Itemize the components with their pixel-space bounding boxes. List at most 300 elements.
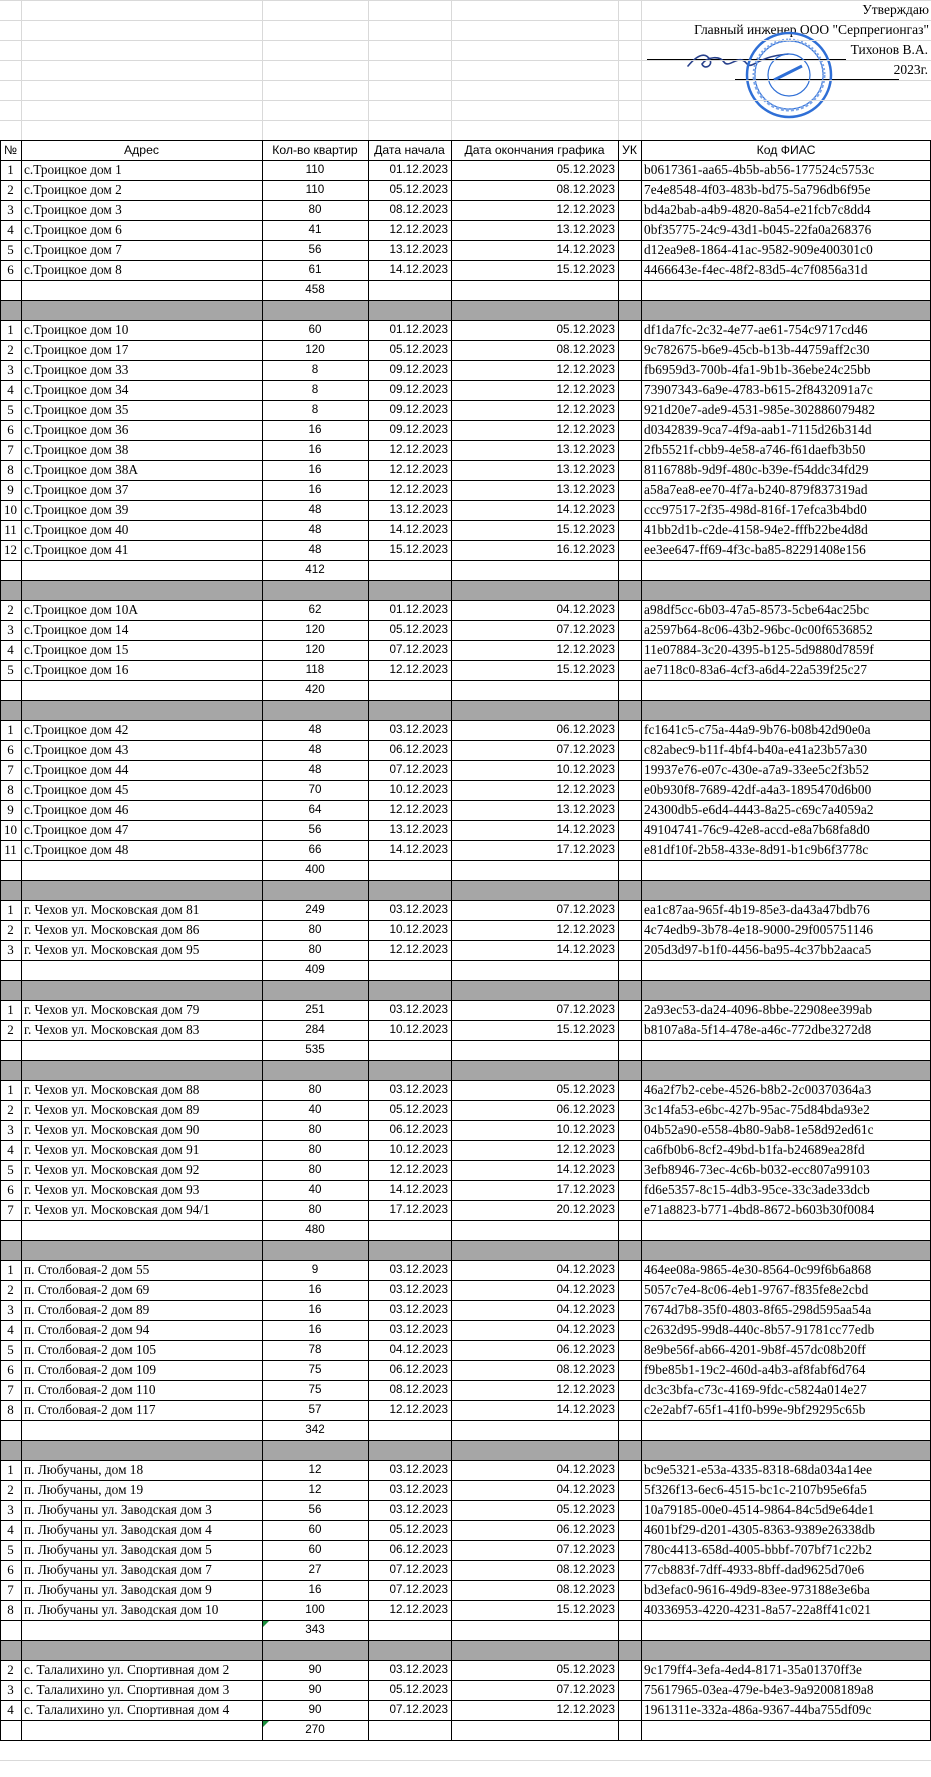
row-end-date: 04.12.2023 — [556, 1303, 615, 1316]
row-fias-code: 4c74edb9-3b78-4e18-9000-29f005751146 — [644, 922, 874, 937]
row-number: 2 — [7, 1102, 14, 1117]
row-end-date: 04.12.2023 — [556, 1483, 615, 1496]
row-flats: 120 — [305, 343, 325, 356]
row-number: 5 — [7, 242, 14, 257]
row-flats: 8 — [311, 403, 319, 416]
row-end-date: 08.12.2023 — [556, 183, 615, 196]
approval-line-3: Тихонов В.А. — [850, 42, 928, 57]
row-flats: 75 — [308, 1383, 322, 1396]
column-header-num: № — [3, 143, 18, 157]
row-end-date: 12.12.2023 — [556, 643, 615, 656]
gridline — [0, 0, 931, 1]
row-start-date: 07.12.2023 — [389, 1703, 448, 1716]
row-fias-code: 7674d7b8-35f0-4803-8f65-298d595aa54a — [644, 1302, 872, 1317]
row-start-date: 06.12.2023 — [389, 1123, 448, 1136]
row-start-date: 01.12.2023 — [389, 323, 448, 336]
row-fias-code: 46a2f7b2-cebe-4526-b8b2-2c00370364a3 — [644, 1082, 872, 1097]
column-header-flats: Кол-во квартир — [272, 143, 358, 157]
row-flats: 8 — [311, 383, 319, 396]
cell-comment-marker-icon — [263, 1721, 269, 1727]
row-fias-code: 9c782675-b6e9-45cb-b13b-44759aff2c30 — [644, 342, 870, 357]
cell-comment-marker-icon — [263, 1621, 269, 1627]
row-border — [0, 1720, 931, 1721]
row-flats: 120 — [305, 623, 325, 636]
row-number: 2 — [7, 1282, 14, 1297]
row-address: п. Столбовая-2 дом 69 — [24, 1282, 150, 1297]
row-border — [0, 860, 931, 861]
row-fias-code: bd3efac0-9616-49d9-83ee-973188e3e6ba — [644, 1582, 870, 1597]
row-address: с.Троицкое дом 35 — [24, 402, 129, 417]
row-number: 8 — [7, 1402, 14, 1417]
row-start-date: 03.12.2023 — [389, 1083, 448, 1096]
row-address: с.Троицкое дом 36 — [24, 422, 129, 437]
row-number: 6 — [7, 1562, 14, 1577]
row-address: с.Троицкое дом 16 — [24, 662, 129, 677]
row-fias-code: c2e2abf7-65f1-41f0-b99e-9bf29295c65b — [644, 1402, 866, 1417]
row-fias-code: ae7118c0-83a6-4cf3-a6d4-22a539f25c27 — [644, 662, 868, 677]
row-number: 7 — [7, 442, 14, 457]
row-address: г. Чехов ул. Московская дом 91 — [24, 1142, 200, 1157]
row-flats: 80 — [308, 203, 322, 216]
row-start-date: 03.12.2023 — [389, 1323, 448, 1336]
column-border — [368, 140, 369, 1741]
row-fias-code: a58a7ea8-ee70-4f7a-b240-879f837319ad — [644, 482, 868, 497]
group-total: 535 — [305, 1043, 325, 1056]
row-border — [0, 960, 931, 961]
row-start-date: 03.12.2023 — [389, 1663, 448, 1676]
row-start-date: 10.12.2023 — [389, 783, 448, 796]
column-header-uk: УК — [622, 143, 637, 157]
row-flats: 48 — [308, 763, 322, 776]
row-border — [0, 1220, 931, 1221]
row-fias-code: 205d3d97-b1f0-4456-ba95-4c37bb2aaca5 — [644, 942, 872, 957]
row-start-date: 12.12.2023 — [389, 483, 448, 496]
row-address: г. Чехов ул. Московская дом 83 — [24, 1022, 200, 1037]
row-fias-code: 2fb5521f-cbb9-4e58-a746-f61daefb3b50 — [644, 442, 866, 457]
row-border — [0, 1040, 931, 1041]
row-address: с.Троицкое дом 33 — [24, 362, 129, 377]
row-end-date: 14.12.2023 — [556, 1163, 615, 1176]
row-start-date: 14.12.2023 — [389, 1183, 448, 1196]
row-flats: 16 — [308, 1303, 322, 1316]
group-separator — [0, 301, 931, 320]
row-start-date: 09.12.2023 — [389, 363, 448, 376]
column-border — [262, 140, 263, 1741]
row-number: 3 — [7, 202, 14, 217]
gridline — [0, 100, 931, 101]
row-flats: 251 — [305, 1003, 325, 1016]
row-end-date: 08.12.2023 — [556, 343, 615, 356]
row-fias-code: e0b930f8-7689-42df-a4a3-1895470d6b00 — [644, 782, 872, 797]
row-start-date: 06.12.2023 — [389, 743, 448, 756]
row-start-date: 07.12.2023 — [389, 1563, 448, 1576]
row-fias-code: 73907343-6a9e-4783-b615-2f8432091a7c — [644, 382, 873, 397]
gridline — [262, 0, 263, 140]
row-address: с.Троицкое дом 10А — [24, 602, 138, 617]
row-flats: 80 — [308, 923, 322, 936]
row-end-date: 05.12.2023 — [556, 1083, 615, 1096]
row-fias-code: 10a79185-00e0-4514-9864-84c5d9e64de1 — [644, 1502, 875, 1517]
row-flats: 90 — [308, 1703, 322, 1716]
row-address: п. Столбовая-2 дом 109 — [24, 1362, 156, 1377]
row-flats: 80 — [308, 1203, 322, 1216]
row-fias-code: 921d20e7-ade9-4531-985e-302886079482 — [644, 402, 876, 417]
row-end-date: 15.12.2023 — [556, 263, 615, 276]
row-number: 4 — [7, 642, 14, 657]
row-start-date: 10.12.2023 — [389, 1143, 448, 1156]
row-flats: 16 — [308, 463, 322, 476]
row-end-date: 05.12.2023 — [556, 1503, 615, 1516]
row-start-date: 14.12.2023 — [389, 263, 448, 276]
row-flats: 57 — [308, 1403, 322, 1416]
row-flats: 12 — [308, 1463, 322, 1476]
row-fias-code: b0617361-aa65-4b5b-ab56-177524c5753c — [644, 162, 875, 177]
row-flats: 56 — [308, 1503, 322, 1516]
row-end-date: 10.12.2023 — [556, 763, 615, 776]
row-fias-code: f9be85b1-19c2-460d-a4b3-af8fabf6d764 — [644, 1362, 866, 1377]
row-number: 2 — [7, 1662, 14, 1677]
row-address: с.Троицкое дом 3 — [24, 202, 122, 217]
group-separator — [0, 701, 931, 720]
gridline — [0, 60, 931, 61]
row-start-date: 05.12.2023 — [389, 343, 448, 356]
row-flats: 284 — [305, 1023, 325, 1036]
row-end-date: 12.12.2023 — [556, 923, 615, 936]
row-end-date: 07.12.2023 — [556, 623, 615, 636]
column-header-start: Дата начала — [374, 143, 445, 157]
row-end-date: 14.12.2023 — [556, 823, 615, 836]
row-number: 1 — [7, 1462, 14, 1477]
row-end-date: 13.12.2023 — [556, 223, 615, 236]
row-address: г. Чехов ул. Московская дом 94/1 — [24, 1202, 210, 1217]
row-number: 5 — [7, 1342, 14, 1357]
row-fias-code: 77cb883f-7dff-4933-8bff-dad9625d70e6 — [644, 1562, 865, 1577]
row-number: 4 — [7, 222, 14, 237]
row-fias-code: 3c14fa53-e6bc-427b-95ac-75d84bda93e2 — [644, 1102, 870, 1117]
row-address: г. Чехов ул. Московская дом 88 — [24, 1082, 200, 1097]
row-address: с.Троицкое дом 38А — [24, 462, 138, 477]
row-number: 1 — [7, 722, 14, 737]
row-flats: 66 — [308, 843, 322, 856]
row-start-date: 13.12.2023 — [389, 243, 448, 256]
row-end-date: 13.12.2023 — [556, 483, 615, 496]
row-flats: 120 — [305, 643, 325, 656]
row-start-date: 05.12.2023 — [389, 1523, 448, 1536]
gridline — [618, 0, 619, 140]
row-end-date: 12.12.2023 — [556, 383, 615, 396]
row-flats: 8 — [311, 363, 319, 376]
row-fias-code: fd6e5357-8c15-4db3-95ce-33c3ade33dcb — [644, 1182, 870, 1197]
row-start-date: 03.12.2023 — [389, 1483, 448, 1496]
row-flats: 48 — [308, 543, 322, 556]
row-number: 6 — [7, 262, 14, 277]
row-number: 6 — [7, 1362, 14, 1377]
row-flats: 16 — [308, 1583, 322, 1596]
row-flats: 80 — [308, 943, 322, 956]
row-start-date: 07.12.2023 — [389, 1583, 448, 1596]
column-border — [0, 140, 1, 1741]
row-fias-code: fc1641c5-c75a-44a9-9b76-b08b42d90e0a — [644, 722, 871, 737]
row-number: 3 — [7, 942, 14, 957]
gridline — [0, 40, 931, 41]
row-number: 5 — [7, 402, 14, 417]
row-number: 8 — [7, 462, 14, 477]
row-address: п. Любучаны ул. Заводская дом 9 — [24, 1582, 212, 1597]
row-flats: 56 — [308, 823, 322, 836]
row-end-date: 10.12.2023 — [556, 1123, 615, 1136]
row-fias-code: e71a8823-b771-4bd8-8672-b603b30f0084 — [644, 1202, 875, 1217]
row-flats: 16 — [308, 443, 322, 456]
row-address: п. Любучаны ул. Заводская дом 3 — [24, 1502, 212, 1517]
row-fias-code: b8107a8a-5f14-478e-a46c-772dbe3272d8 — [644, 1022, 872, 1037]
row-end-date: 12.12.2023 — [556, 423, 615, 436]
gridline — [0, 1760, 931, 1761]
row-end-date: 07.12.2023 — [556, 1543, 615, 1556]
row-start-date: 12.12.2023 — [389, 463, 448, 476]
row-flats: 48 — [308, 743, 322, 756]
row-start-date: 12.12.2023 — [389, 943, 448, 956]
row-fias-code: 49104741-76c9-42e8-accd-e8a7b68fa8d0 — [644, 822, 870, 837]
row-flats: 9 — [311, 1263, 319, 1276]
row-end-date: 04.12.2023 — [556, 1263, 615, 1276]
row-address: с.Троицкое дом 39 — [24, 502, 129, 517]
column-border — [451, 140, 452, 1741]
row-fias-code: 2a93ec53-da24-4096-8bbe-22908ee399ab — [644, 1002, 873, 1017]
row-flats: 27 — [308, 1563, 322, 1576]
column-border — [641, 140, 642, 1741]
row-number: 3 — [7, 1302, 14, 1317]
row-start-date: 05.12.2023 — [389, 623, 448, 636]
row-fias-code: e81df10f-2b58-433e-8d91-b1c9b6f3778c — [644, 842, 869, 857]
row-number: 7 — [7, 1382, 14, 1397]
row-address: с.Троицкое дом 17 — [24, 342, 129, 357]
row-fias-code: 5057c7e4-8c06-4eb1-9767-f835fe8e2cbd — [644, 1282, 869, 1297]
row-end-date: 12.12.2023 — [556, 1703, 615, 1716]
row-number: 3 — [7, 1682, 14, 1697]
row-start-date: 12.12.2023 — [389, 1603, 448, 1616]
row-end-date: 06.12.2023 — [556, 1103, 615, 1116]
row-address: с.Троицкое дом 43 — [24, 742, 129, 757]
row-start-date: 05.12.2023 — [389, 1683, 448, 1696]
row-address: с.Троицкое дом 38 — [24, 442, 129, 457]
row-number: 12 — [4, 542, 17, 557]
row-number: 5 — [7, 1162, 14, 1177]
row-address: с.Троицкое дом 37 — [24, 482, 129, 497]
row-address: п. Любучаны ул. Заводская дом 7 — [24, 1562, 212, 1577]
row-number: 9 — [7, 482, 14, 497]
row-start-date: 09.12.2023 — [389, 403, 448, 416]
row-address: с. Талалихино ул. Спортивная дом 3 — [24, 1682, 230, 1697]
row-end-date: 05.12.2023 — [556, 323, 615, 336]
row-start-date: 03.12.2023 — [389, 903, 448, 916]
row-border — [0, 680, 931, 681]
row-fias-code: fb6959d3-700b-4fa1-9b1b-36ebe24c25bb — [644, 362, 871, 377]
row-start-date: 06.12.2023 — [389, 1543, 448, 1556]
row-flats: 41 — [308, 223, 322, 236]
row-number: 2 — [7, 342, 14, 357]
row-address: с.Троицкое дом 10 — [24, 322, 129, 337]
row-start-date: 05.12.2023 — [389, 183, 448, 196]
row-fias-code: a2597b64-8c06-43b2-96bc-0c00f6536852 — [644, 622, 873, 637]
row-start-date: 03.12.2023 — [389, 723, 448, 736]
row-address: г. Чехов ул. Московская дом 93 — [24, 1182, 200, 1197]
column-header-end: Дата окончания графика — [464, 143, 605, 157]
row-end-date: 13.12.2023 — [556, 463, 615, 476]
row-end-date: 15.12.2023 — [556, 1023, 615, 1036]
row-flats: 12 — [308, 1483, 322, 1496]
group-separator — [0, 1241, 931, 1260]
row-start-date: 12.12.2023 — [389, 803, 448, 816]
row-address: п. Столбовая-2 дом 94 — [24, 1322, 150, 1337]
row-start-date: 03.12.2023 — [389, 1263, 448, 1276]
group-separator — [0, 1441, 931, 1460]
row-number: 7 — [7, 1582, 14, 1597]
row-end-date: 12.12.2023 — [556, 1143, 615, 1156]
row-end-date: 15.12.2023 — [556, 1603, 615, 1616]
row-fias-code: 1961311e-332a-486a-9367-44ba755df09c — [644, 1702, 872, 1717]
row-start-date: 12.12.2023 — [389, 223, 448, 236]
row-start-date: 13.12.2023 — [389, 503, 448, 516]
row-number: 2 — [7, 1482, 14, 1497]
row-fias-code: ee3ee647-ff69-4f3c-ba85-82291408e156 — [644, 542, 866, 557]
row-start-date: 12.12.2023 — [389, 663, 448, 676]
row-border — [0, 280, 931, 281]
row-end-date: 16.12.2023 — [556, 543, 615, 556]
row-end-date: 04.12.2023 — [556, 1283, 615, 1296]
row-address: с.Троицкое дом 40 — [24, 522, 129, 537]
row-number: 1 — [7, 162, 14, 177]
row-end-date: 14.12.2023 — [556, 943, 615, 956]
row-end-date: 06.12.2023 — [556, 723, 615, 736]
row-number: 4 — [7, 1322, 14, 1337]
row-flats: 48 — [308, 723, 322, 736]
row-flats: 80 — [308, 1143, 322, 1156]
row-start-date: 12.12.2023 — [389, 1163, 448, 1176]
row-number: 1 — [7, 1262, 14, 1277]
row-number: 3 — [7, 1502, 14, 1517]
row-flats: 16 — [308, 1323, 322, 1336]
row-end-date: 20.12.2023 — [556, 1203, 615, 1216]
group-total: 420 — [305, 683, 325, 696]
row-flats: 60 — [308, 323, 322, 336]
gridline — [21, 0, 22, 140]
group-separator — [0, 981, 931, 1000]
row-end-date: 12.12.2023 — [556, 403, 615, 416]
row-end-date: 12.12.2023 — [556, 363, 615, 376]
row-address: г. Чехов ул. Московская дом 92 — [24, 1162, 200, 1177]
row-end-date: 07.12.2023 — [556, 1003, 615, 1016]
row-number: 2 — [7, 602, 14, 617]
row-flats: 90 — [308, 1683, 322, 1696]
row-fias-code: 41bb2d1b-c2de-4158-94e2-fffb22be4d8d — [644, 522, 868, 537]
row-fias-code: c82abec9-b11f-4bf4-b40a-e41a23b57a30 — [644, 742, 868, 757]
row-end-date: 13.12.2023 — [556, 803, 615, 816]
row-address: п. Любучаны, дом 19 — [24, 1482, 144, 1497]
row-end-date: 04.12.2023 — [556, 1323, 615, 1336]
row-number: 4 — [7, 1142, 14, 1157]
row-fias-code: ca6fb0b6-8cf2-49bd-b1fa-b24689ea28fd — [644, 1142, 865, 1157]
row-fias-code: 24300db5-e6d4-4443-8a25-c69c7a4059a2 — [644, 802, 874, 817]
row-address: п. Столбовая-2 дом 117 — [24, 1402, 156, 1417]
column-header-address: Адрес — [124, 143, 159, 157]
row-start-date: 10.12.2023 — [389, 923, 448, 936]
row-flats: 60 — [308, 1523, 322, 1536]
row-start-date: 05.12.2023 — [389, 1103, 448, 1116]
column-header-fias: Код ФИАС — [756, 143, 816, 157]
row-end-date: 14.12.2023 — [556, 1403, 615, 1416]
row-fias-code: 4601bf29-d201-4305-8363-9389e26338db — [644, 1522, 876, 1537]
column-border — [618, 140, 619, 1741]
row-number: 1 — [7, 1002, 14, 1017]
row-flats: 48 — [308, 523, 322, 536]
row-flats: 110 — [305, 163, 325, 176]
row-flats: 75 — [308, 1363, 322, 1376]
gridline — [451, 0, 452, 140]
row-flats: 110 — [305, 183, 325, 196]
row-flats: 64 — [308, 803, 322, 816]
row-start-date: 03.12.2023 — [389, 1463, 448, 1476]
row-end-date: 15.12.2023 — [556, 523, 615, 536]
row-end-date: 14.12.2023 — [556, 503, 615, 516]
row-start-date: 09.12.2023 — [389, 423, 448, 436]
row-fias-code: c2632d95-99d8-440c-8b57-91781cc77edb — [644, 1322, 875, 1337]
row-address: п. Любучаны ул. Заводская дом 5 — [24, 1542, 212, 1557]
row-address: п. Столбовая-2 дом 105 — [24, 1342, 156, 1357]
row-number: 1 — [7, 1082, 14, 1097]
row-address: с.Троицкое дом 46 — [24, 802, 129, 817]
row-flats: 70 — [308, 783, 322, 796]
row-address: с. Талалихино ул. Спортивная дом 4 — [24, 1702, 230, 1717]
row-flats: 80 — [308, 1163, 322, 1176]
row-flats: 16 — [308, 423, 322, 436]
row-flats: 40 — [308, 1103, 322, 1116]
row-number: 6 — [7, 742, 14, 757]
group-total: 400 — [305, 863, 325, 876]
row-start-date: 14.12.2023 — [389, 843, 448, 856]
gridline — [0, 80, 931, 81]
row-end-date: 07.12.2023 — [556, 743, 615, 756]
row-number: 6 — [7, 422, 14, 437]
group-total: 409 — [305, 963, 325, 976]
row-address: с.Троицкое дом 41 — [24, 542, 129, 557]
row-end-date: 13.12.2023 — [556, 443, 615, 456]
row-flats: 90 — [308, 1663, 322, 1676]
row-start-date: 06.12.2023 — [389, 1363, 448, 1376]
group-total: 270 — [305, 1723, 325, 1736]
gridline — [0, 120, 931, 121]
row-number: 7 — [7, 762, 14, 777]
group-total: 412 — [305, 563, 325, 576]
row-start-date: 15.12.2023 — [389, 543, 448, 556]
row-number: 7 — [7, 1202, 14, 1217]
row-end-date: 17.12.2023 — [556, 843, 615, 856]
row-fias-code: 5f326f13-6ec6-4515-bc1c-2107b95e6fa5 — [644, 1482, 867, 1497]
row-number: 2 — [7, 922, 14, 937]
row-fias-code: 75617965-03ea-479e-b4e3-9a92008189a8 — [644, 1682, 874, 1697]
row-start-date: 17.12.2023 — [389, 1203, 448, 1216]
row-start-date: 10.12.2023 — [389, 1023, 448, 1036]
row-number: 8 — [7, 1602, 14, 1617]
group-total: 480 — [305, 1223, 325, 1236]
row-end-date: 05.12.2023 — [556, 163, 615, 176]
row-number: 2 — [7, 1022, 14, 1037]
row-number: 8 — [7, 782, 14, 797]
row-fias-code: 464ee08a-9865-4e30-8564-0c99f6b6a868 — [644, 1262, 872, 1277]
row-fias-code: 8e9be56f-ab66-4201-9b8f-457dc08b20ff — [644, 1342, 866, 1357]
row-address: п. Столбовая-2 дом 89 — [24, 1302, 150, 1317]
row-flats: 61 — [308, 263, 322, 276]
row-start-date: 03.12.2023 — [389, 1503, 448, 1516]
